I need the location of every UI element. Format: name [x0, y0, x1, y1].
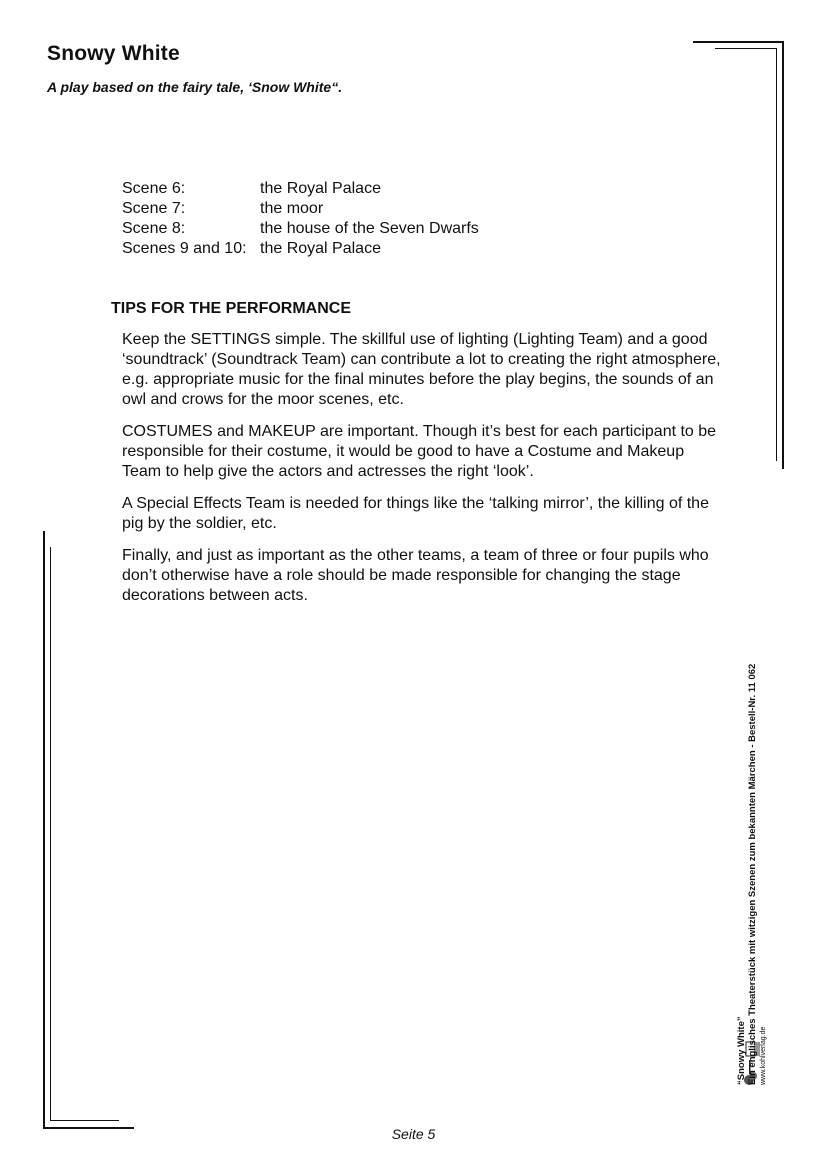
tips-paragraph: Keep the SETTINGS simple. The skillful use of lighting (Lighting Team) and a good ‘soundtrack’ (Soundtrack Team) can contribute a lot to creating the right atmosphere, e.g. appropriate music for the final minutes before the play begins, the sounds of an owl and crows for the moor scenes, etc. — [122, 331, 721, 408]
frame-left-outer — [43, 531, 45, 1129]
scene-place: the moor — [260, 200, 324, 217]
scene-place: the house of the Seven Dwarfs — [260, 220, 479, 237]
tips-paragraph: A Special Effects Team is needed for things like the ‘talking mirror’, the killing of the pig by the soldier, etc. — [122, 495, 709, 532]
tips-heading: TIPS FOR THE PERFORMANCE — [111, 300, 352, 317]
tips-paragraph: COSTUMES and MAKEUP are important. Though it’s best for each participant to be responsible for their costume, it would be good to have a Costume and Makeup Team to help give the actors and actresses the right ‘look’. — [122, 423, 717, 480]
scene-label: Scene 8: — [122, 220, 186, 237]
sidebar-description: Ein englisches Theaterstück mit witzigen Szenen zum bekannten Märchen - Bestell-Nr. 11 062 — [747, 663, 758, 1085]
frame-bottom-inner — [50, 1120, 119, 1121]
scene-label: Scene 7: — [122, 200, 186, 217]
tips-body — [122, 330, 722, 618]
scene-row — [122, 219, 479, 239]
scene-row — [122, 199, 479, 219]
sidebar-title: “Snowy White” — [736, 1016, 747, 1085]
page-number: Seite 5 — [391, 1126, 436, 1142]
frame-top-outer — [693, 41, 784, 43]
scene-label: Scene 6: — [122, 180, 186, 197]
frame-right-inner — [776, 48, 777, 461]
scene-label: Scenes 9 and 10: — [122, 240, 247, 257]
frame-left-inner — [50, 547, 51, 1121]
frame-top-inner — [715, 48, 777, 49]
scene-place: the Royal Palace — [260, 240, 381, 257]
page-subtitle: A play based on the fairy tale, ‘Snow White“. — [47, 79, 343, 95]
publisher-sidebar — [736, 565, 769, 1085]
frame-right-outer — [782, 41, 784, 469]
scene-list — [122, 179, 479, 259]
scene-row — [122, 179, 479, 199]
scene-row — [122, 239, 479, 259]
tips-paragraph: Finally, and just as important as the other teams, a team of three or four pupils who don’t otherwise have a role should be made responsible for changing the stage decorations between acts. — [122, 547, 709, 604]
scene-place: the Royal Palace — [260, 180, 381, 197]
page-title: Snowy White — [47, 42, 180, 65]
sidebar-website: www.kohlverlag.de — [760, 1026, 767, 1085]
